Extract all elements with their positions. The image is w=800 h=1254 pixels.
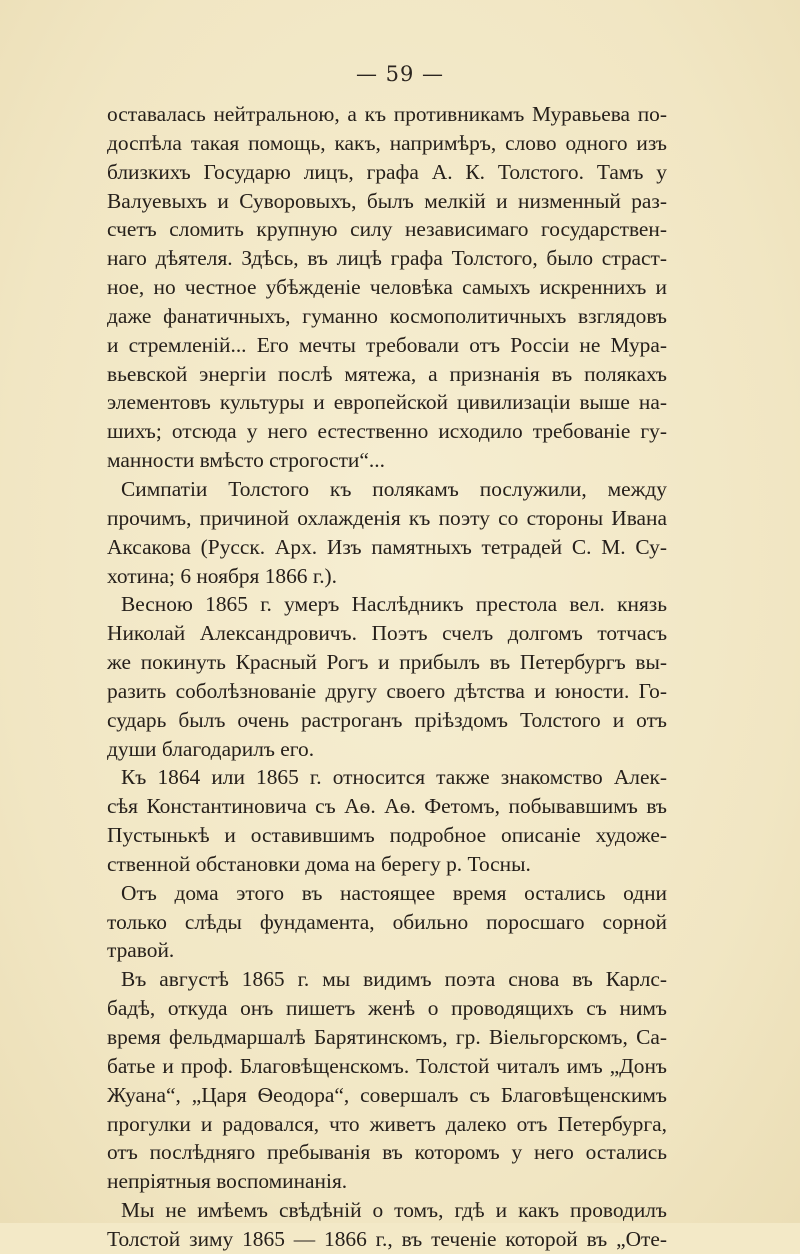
text-line: близкихъ Государю лицъ, графа А. К. Толстого. Тамъ у: [107, 159, 667, 184]
paragraph: [107, 1196, 667, 1254]
text-line: же покинуть Красный Рогъ и прибылъ въ Петербургъ вы-: [107, 650, 667, 675]
text-line: доспѣла такая помощь, какъ, напримѣръ, слово одного изъ: [107, 130, 667, 155]
text-line: даже фанатичныхъ, гуманно космополитичныхъ взглядовъ: [107, 303, 667, 328]
text-line: Весною 1865 г. умеръ Наслѣдникъ престола вел. князь: [121, 592, 667, 617]
text-line: вьевской энергіи послѣ мятежа, а признанія въ полякахъ: [107, 361, 667, 386]
text-line: Аксакова (Русск. Арх. Изъ памятныхъ тетрадей С. М. Су-: [107, 534, 667, 559]
text-line: травой.: [107, 938, 175, 963]
text-line: Валуевыхъ и Суворовыхъ, былъ мелкій и низменный раз-: [107, 188, 667, 213]
text-line: сѣя Константиновича съ Аѳ. Аѳ. Фетомъ, побывавшимъ въ: [107, 794, 667, 819]
text-line: разить соболѣзнованіе другу своего дѣтства и юности. Го-: [107, 678, 667, 703]
text-line: счетъ сломить крупную силу независимаго государствен-: [107, 217, 667, 242]
text-line: хотина; 6 ноября 1866 г.).: [107, 563, 338, 588]
paragraph: [107, 879, 667, 966]
text-line: бадѣ, откуда онъ пишетъ женѣ о проводящихъ съ нимъ: [107, 996, 667, 1021]
text-line: манности вмѣсто строгости“...: [107, 448, 385, 473]
text-line: Къ 1864 или 1865 г. относится также знакомство Алек-: [121, 765, 667, 790]
text-line: батье и проф. Благовѣщенскомъ. Толстой читалъ имъ „Донъ: [107, 1053, 667, 1078]
body-text: [107, 100, 667, 1254]
text-line: отъ послѣдняго пребыванія въ которомъ у него остались: [107, 1140, 667, 1165]
text-line: Отъ дома этого въ настоящее время остались одни: [121, 880, 667, 905]
text-line: ное, но честное убѣжденіе человѣка самыхъ искреннихъ и: [107, 275, 667, 300]
text-line: Симпатіи Толстого къ полякамъ послужили, между: [121, 476, 667, 501]
text-line: сударь былъ очень растроганъ пріѣздомъ Толстого и отъ: [107, 707, 667, 732]
text-line: шихъ; отсюда у него естественно исходило требованіе гу-: [107, 419, 667, 444]
text-line: непріятныя воспоминанія.: [107, 1169, 348, 1194]
text-line: элементовъ культуры и европейской цивилизаціи выше на-: [107, 390, 667, 415]
text-line: Въ августѣ 1865 г. мы видимъ поэта снова въ Карлс-: [121, 967, 667, 992]
text-line: и стремленій... Его мечты требовали отъ Россіи не Мура-: [107, 332, 667, 357]
text-line: Мы не имѣемъ свѣдѣній о томъ, гдѣ и какъ проводилъ: [121, 1198, 667, 1223]
text-line: время фельдмаршалѣ Барятинскомъ, гр. Віельгорскомъ, Са-: [107, 1025, 667, 1049]
text-line: прогулки и радовался, что живетъ далеко отъ Петербурга,: [107, 1111, 667, 1136]
page-number: — 59 —: [355, 62, 445, 86]
text-line: оставалась нейтральною, а къ противникамъ Муравьева по-: [107, 102, 667, 126]
paragraph: [107, 475, 667, 590]
text-line: наго дѣятеля. Здѣсь, въ лицѣ графа Толстого, было страст-: [107, 246, 667, 271]
text-line: Жуана“, „Царя Ѳеодора“, совершалъ съ Благовѣщенскимъ: [107, 1082, 667, 1107]
paragraph: [107, 965, 667, 1196]
text-line: Пустынькѣ и оставившимъ подробное описаніе художе-: [107, 823, 667, 848]
text-line: только слѣды фундамента, обильно поросшаго сорной: [107, 909, 667, 934]
text-line: ственной обстановки дома на берегу р. Тосны.: [107, 851, 531, 876]
text-line: Николай Александровичъ. Поэтъ счелъ долгомъ тотчасъ: [107, 621, 667, 646]
paragraph: [107, 590, 667, 763]
text-line: души благодарилъ его.: [107, 736, 315, 761]
text-line: прочимъ, причиной охлажденія къ поэту со стороны Ивана: [107, 505, 667, 530]
paragraph: [107, 100, 667, 475]
paragraph: [107, 763, 667, 878]
text-line: Толстой зиму 1865 — 1866 г., въ теченіе которой въ „Оте-: [107, 1226, 667, 1251]
